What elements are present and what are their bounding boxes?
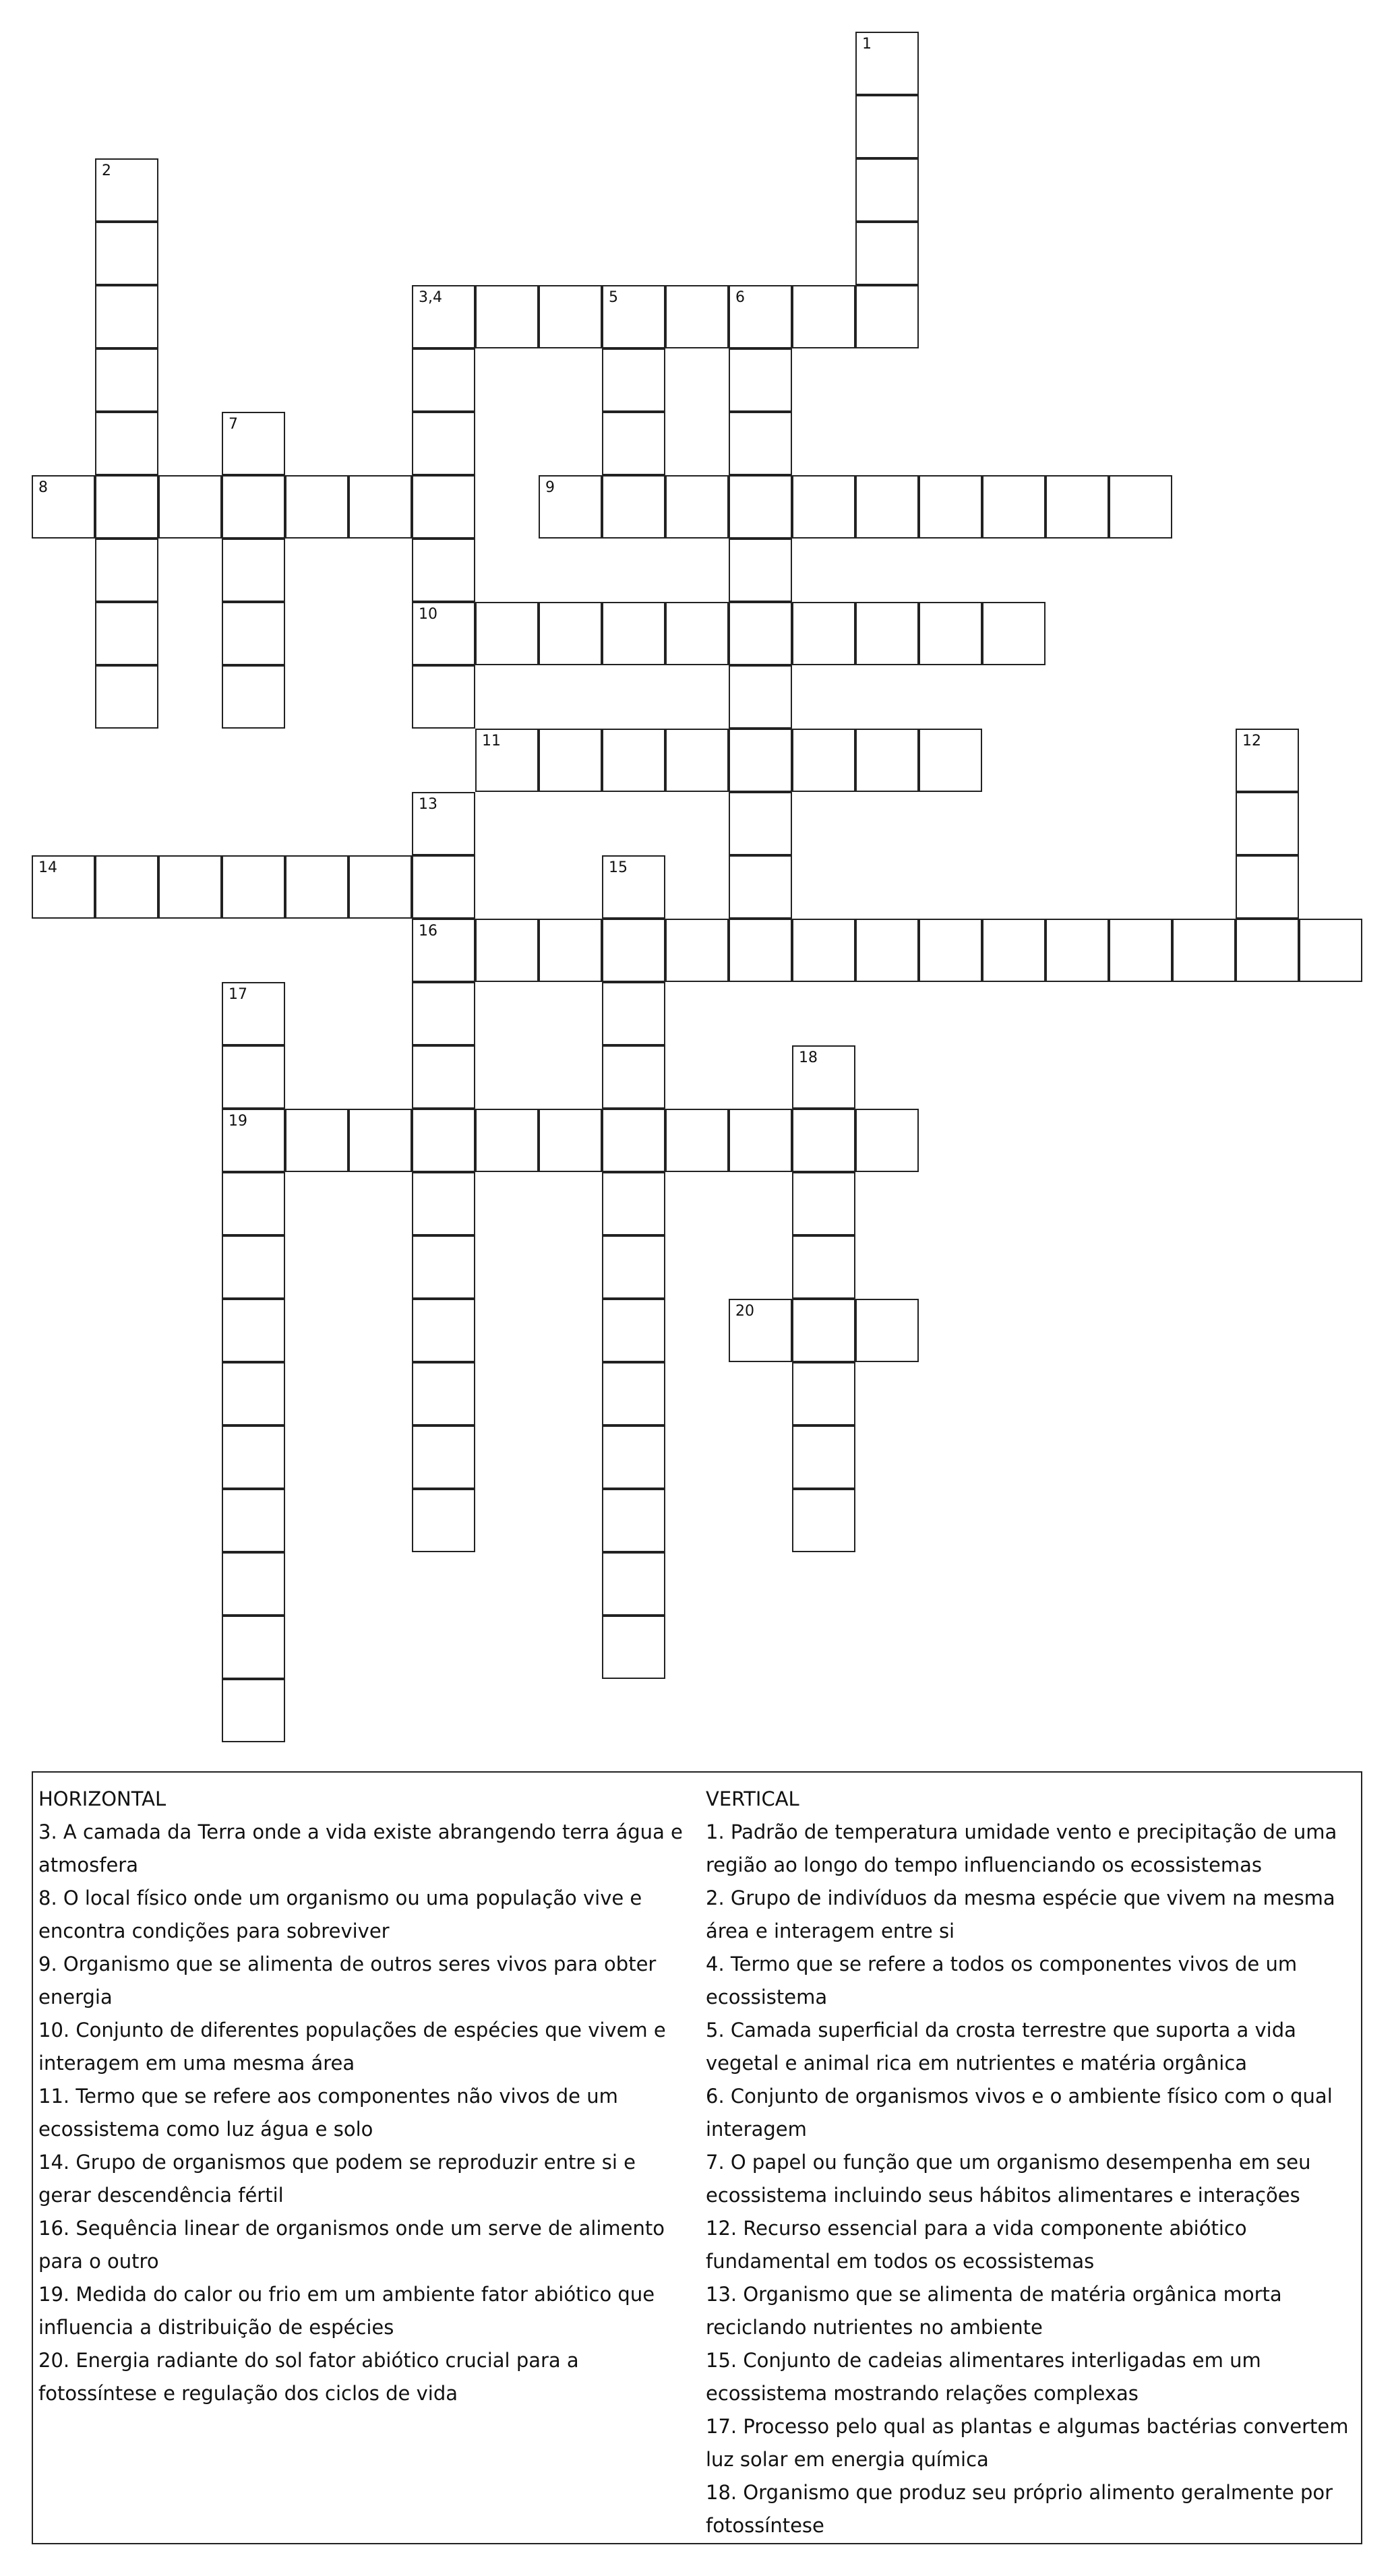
clue-number: 15 [609,859,628,876]
crossword-cell[interactable] [412,919,475,982]
crossword-cell[interactable] [95,285,158,348]
crossword-cell[interactable] [982,919,1046,982]
crossword-cell[interactable] [412,665,475,729]
crossword-cell[interactable] [95,158,158,222]
clue-v-5: 5. Camada superficial da crosta terrestre que suporta a vida vegetal e animal rica em nutrientes e matéria orgânica [706,2019,1296,2075]
crossword-cell[interactable] [855,475,919,539]
crossword-cell[interactable] [602,348,665,412]
crossword-cell[interactable] [792,1109,855,1172]
crossword-cell[interactable] [729,1109,792,1172]
crossword-cell[interactable] [285,855,348,919]
crossword-cell[interactable] [95,539,158,602]
crossword-cell[interactable] [412,1299,475,1362]
crossword-cell[interactable] [792,1235,855,1299]
crossword-cell[interactable] [285,1109,348,1172]
crossword-cell[interactable] [792,729,855,792]
crossword-cell[interactable] [855,222,919,285]
clue-h-10: 10. Conjunto de diferentes populações de espécies que vivem e interagem em uma mesma área [38,2019,666,2075]
crossword-cell[interactable] [285,475,348,539]
crossword-cell[interactable] [792,919,855,982]
crossword-cell[interactable] [855,919,919,982]
crossword-cell[interactable] [412,792,475,855]
crossword-cell[interactable] [222,1425,285,1489]
crossword-cell[interactable] [1236,855,1299,919]
crossword-cell[interactable] [412,1045,475,1109]
crossword-cell[interactable] [95,348,158,412]
crossword-cell[interactable] [665,602,729,665]
crossword-cell[interactable] [1236,919,1299,982]
crossword-cell[interactable] [729,602,792,665]
crossword-cell[interactable] [222,665,285,729]
clue-v-6: 6. Conjunto de organismos vivos e o ambiente físico com o qual interagem [706,2085,1333,2141]
crossword-cell[interactable] [602,1299,665,1362]
crossword-cell[interactable] [792,475,855,539]
crossword-cell[interactable] [729,855,792,919]
crossword-cell[interactable] [792,1362,855,1425]
crossword-cell[interactable] [412,1109,475,1172]
crossword-cell[interactable] [665,285,729,348]
crossword-cell[interactable] [602,285,665,348]
vertical-clues [706,1782,1360,2542]
crossword-cell[interactable] [855,158,919,222]
crossword-cell[interactable] [602,1425,665,1489]
clue-h-9: 9. Organismo que se alimenta de outros seres vivos para obter energia [38,1953,657,2008]
clue-h-11: 11. Termo que se refere aos componentes não vivos de um ecossistema como luz água e solo [38,2085,618,2141]
crossword-cell[interactable] [539,475,602,539]
clue-h-20: 20. Energia radiante do sol fator abiótico crucial para a fotossíntese e regulação dos ciclos de vida [38,2349,579,2405]
clue-v-7: 7. O papel ou função que um organismo desempenha em seu ecossistema incluindo seus hábitos alimentares e interações [706,2151,1311,2207]
clue-number: 13 [419,796,437,813]
crossword-cell[interactable] [665,729,729,792]
crossword-cell[interactable] [602,475,665,539]
crossword-cell[interactable] [222,1489,285,1552]
crossword-cell[interactable] [919,729,982,792]
clue-v-2: 2. Grupo de indivíduos da mesma espécie que vivem na mesma área e interagem entre si [706,1887,1335,1942]
crossword-cell[interactable] [475,602,539,665]
crossword-cell[interactable] [348,855,412,919]
clue-h-3: 3. A camada da Terra onde a vida existe abrangendo terra água e atmosfera [38,1820,683,1876]
crossword-cell[interactable] [222,1679,285,1742]
crossword-cell[interactable] [792,602,855,665]
crossword-cell[interactable] [222,855,285,919]
clue-h-8: 8. O local físico onde um organismo ou uma população vive e encontra condições para sobreviver [38,1887,642,1942]
crossword-cell[interactable] [602,1552,665,1616]
crossword-cell[interactable] [32,855,95,919]
clue-number: 2 [102,162,111,179]
crossword-cell[interactable] [222,412,285,475]
crossword-cell[interactable] [792,1425,855,1489]
crossword-cell[interactable] [729,1299,792,1362]
crossword-cell[interactable] [412,285,475,348]
crossword-cell[interactable] [158,855,222,919]
crossword-cell[interactable] [729,539,792,602]
crossword-cell[interactable] [665,1109,729,1172]
crossword-cell[interactable] [729,729,792,792]
clue-h-16: 16. Sequência linear de organismos onde um serve de alimento para o outro [38,2217,665,2273]
crossword-cell[interactable] [602,602,665,665]
crossword-cell[interactable] [1109,475,1172,539]
crossword-cell[interactable] [222,1109,285,1172]
clue-number: 18 [799,1049,818,1066]
crossword-cell[interactable] [792,1489,855,1552]
crossword-cell[interactable] [348,1109,412,1172]
crossword-cell[interactable] [348,475,412,539]
crossword-cell[interactable] [602,1235,665,1299]
crossword-cell[interactable] [539,602,602,665]
crossword-cell[interactable] [1109,919,1172,982]
crossword-cell[interactable] [412,855,475,919]
clue-number: 10 [419,606,437,623]
crossword-cell[interactable] [475,919,539,982]
crossword-cell[interactable] [412,412,475,475]
crossword-cell[interactable] [539,919,602,982]
crossword-cell[interactable] [729,412,792,475]
crossword-cell[interactable] [95,855,158,919]
clue-number: 7 [229,416,238,433]
crossword-cell[interactable] [729,285,792,348]
crossword-cell[interactable] [222,602,285,665]
crossword-cell[interactable] [95,475,158,539]
clue-number: 16 [419,923,437,940]
crossword-cell[interactable] [539,729,602,792]
crossword-cell[interactable] [602,412,665,475]
crossword-cell[interactable] [158,475,222,539]
crossword-cell[interactable] [602,919,665,982]
crossword-cell[interactable] [602,982,665,1045]
crossword-cell[interactable] [729,792,792,855]
crossword-cell[interactable] [222,1045,285,1109]
crossword-cell[interactable] [1299,919,1362,982]
clue-v-18: 18. Organismo que produz seu próprio alimento geralmente por fotossíntese [706,2481,1333,2537]
clue-number: 3,4 [419,289,442,306]
crossword-cell[interactable] [729,348,792,412]
crossword-cell[interactable] [32,475,95,539]
clue-h-14: 14. Grupo de organismos que podem se reproduzir entre si e gerar descendência fértil [38,2151,636,2207]
crossword-cell[interactable] [539,285,602,348]
crossword-cell[interactable] [919,475,982,539]
crossword-cell[interactable] [95,412,158,475]
clue-number: 20 [735,1303,754,1320]
crossword-cell[interactable] [919,919,982,982]
crossword-cell[interactable] [412,1362,475,1425]
crossword-cell[interactable] [729,665,792,729]
horizontal-clues [38,1782,692,2410]
crossword-cell[interactable] [412,539,475,602]
crossword-cell[interactable] [729,919,792,982]
crossword-cell[interactable] [412,1489,475,1552]
clue-number: 12 [1242,733,1261,749]
crossword-cell[interactable] [1236,792,1299,855]
crossword-cell[interactable] [475,1109,539,1172]
crossword-cell[interactable] [1236,729,1299,792]
crossword-cell[interactable] [412,1425,475,1489]
clue-number: 1 [862,36,872,53]
crossword-cell[interactable] [412,1172,475,1235]
crossword-cell[interactable] [855,729,919,792]
crossword-cell[interactable] [792,1045,855,1109]
crossword-cell[interactable] [412,348,475,412]
crossword-cell[interactable] [792,1172,855,1235]
crossword-cell[interactable] [475,285,539,348]
clue-v-1: 1. Padrão de temperatura umidade vento e precipitação de uma região ao longo do tempo influenciando os ecossistemas [706,1820,1337,1876]
crossword-cell[interactable] [222,1172,285,1235]
crossword-cell[interactable] [729,475,792,539]
crossword-cell[interactable] [602,1109,665,1172]
crossword-cell[interactable] [95,665,158,729]
crossword-cell[interactable] [602,855,665,919]
crossword-cell[interactable] [95,602,158,665]
crossword-cell[interactable] [222,1362,285,1425]
clue-number: 6 [735,289,745,306]
crossword-cell[interactable] [95,222,158,285]
crossword-cell[interactable] [855,32,919,95]
crossword-cell[interactable] [919,602,982,665]
crossword-cell[interactable] [792,285,855,348]
clue-number: 11 [482,733,501,749]
crossword-cell[interactable] [412,475,475,539]
clue-v-17: 17. Processo pelo qual as plantas e algumas bactérias convertem luz solar em energia química [706,2415,1349,2471]
crossword-cell[interactable] [1172,919,1236,982]
clues-box [32,1771,1362,2544]
clue-h-19: 19. Medida do calor ou frio em um ambiente fator abiótico que influencia a distribuição de espécies [38,2283,655,2339]
horizontal-title: HORIZONTAL [38,1787,166,1810]
crossword-cell[interactable] [222,1299,285,1362]
crossword-cell[interactable] [602,1489,665,1552]
crossword-cell[interactable] [602,1045,665,1109]
crossword-cell[interactable] [412,1235,475,1299]
crossword-cell[interactable] [855,285,919,348]
crossword-cell[interactable] [539,1109,602,1172]
crossword-cell[interactable] [222,1552,285,1616]
crossword-cell[interactable] [792,1299,855,1362]
crossword-cell[interactable] [602,1616,665,1679]
clue-v-12: 12. Recurso essencial para a vida componente abiótico fundamental em todos os ecossistemas [706,2217,1247,2273]
crossword-cell[interactable] [222,982,285,1045]
crossword-cell[interactable] [222,1616,285,1679]
clue-v-4: 4. Termo que se refere a todos os componentes vivos de um ecossistema [706,1953,1298,2008]
clue-v-15: 15. Conjunto de cadeias alimentares interligadas em um ecossistema mostrando relações complexas [706,2349,1261,2405]
crossword-cell[interactable] [412,982,475,1045]
clue-v-13: 13. Organismo que se alimenta de matéria orgânica morta reciclando nutrientes no ambiente [706,2283,1282,2339]
clue-number: 19 [229,1113,247,1130]
crossword-cell[interactable] [665,475,729,539]
crossword-cell[interactable] [222,1235,285,1299]
crossword-cell[interactable] [1046,919,1109,982]
crossword-cell[interactable] [665,919,729,982]
crossword-cell[interactable] [982,475,1046,539]
vertical-title: VERTICAL [706,1787,799,1810]
crossword-cell[interactable] [222,475,285,539]
clue-number: 5 [609,289,618,306]
crossword-cell[interactable] [602,1362,665,1425]
crossword-cell[interactable] [602,1172,665,1235]
crossword-cell[interactable] [855,602,919,665]
clue-number: 8 [38,479,48,496]
crossword-cell[interactable] [222,539,285,602]
clue-number: 9 [545,479,555,496]
clue-number: 17 [229,986,247,1003]
crossword-cell[interactable] [602,729,665,792]
crossword-cell[interactable] [855,1299,919,1362]
crossword-cell[interactable] [855,95,919,158]
crossword-cell[interactable] [855,1109,919,1172]
crossword-cell[interactable] [1046,475,1109,539]
crossword-cell[interactable] [412,602,475,665]
crossword-cell[interactable] [475,729,539,792]
clue-number: 14 [38,859,57,876]
crossword-cell[interactable] [982,602,1046,665]
